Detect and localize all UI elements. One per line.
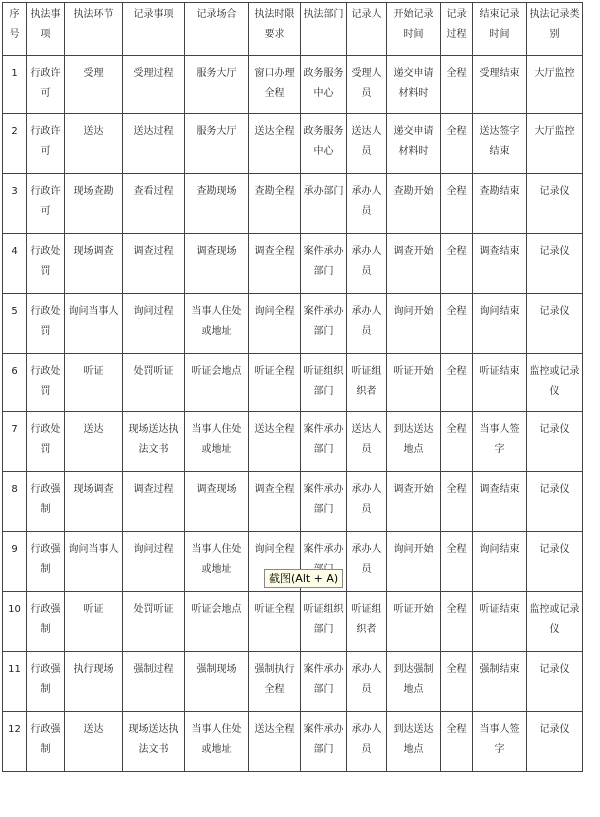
table-cell: 承办人员 [347, 294, 387, 354]
table-cell: 送达全程 [249, 412, 301, 472]
column-header: 记录人 [347, 3, 387, 56]
column-header: 开始记录时间 [387, 3, 441, 56]
column-header: 执法事项 [27, 3, 65, 56]
column-header: 执法时限要求 [249, 3, 301, 56]
table-row [3, 294, 583, 354]
table-cell: 记录仪 [527, 652, 583, 712]
table-cell: 查勘现场 [185, 174, 249, 234]
table-cell: 承办部门 [301, 174, 347, 234]
table-cell: 全程 [441, 354, 473, 412]
table-cell: 10 [3, 592, 27, 652]
table-cell: 调查全程 [249, 234, 301, 294]
table-cell: 记录仪 [527, 412, 583, 472]
table-cell: 2 [3, 114, 27, 174]
table-row [3, 114, 583, 174]
table-cell: 处罚听证 [123, 592, 185, 652]
table-cell: 查看过程 [123, 174, 185, 234]
table-row [3, 56, 583, 114]
table-cell: 受理过程 [123, 56, 185, 114]
table-cell: 受理 [65, 56, 123, 114]
table-cell: 当事人签字 [473, 412, 527, 472]
table-cell: 行政处罚 [27, 294, 65, 354]
table-cell: 询问结束 [473, 532, 527, 592]
table-cell: 记录仪 [527, 174, 583, 234]
table-cell: 现场调查 [65, 234, 123, 294]
table-cell: 询问结束 [473, 294, 527, 354]
table-cell: 询问当事人 [65, 294, 123, 354]
table-cell: 行政许可 [27, 174, 65, 234]
table-row [3, 652, 583, 712]
table-cell: 6 [3, 354, 27, 412]
table-cell: 案件承办部门 [301, 412, 347, 472]
table-cell: 询问开始 [387, 532, 441, 592]
table-cell: 询问全程 [249, 532, 301, 592]
table-cell: 服务大厅 [185, 56, 249, 114]
table-cell: 到达强制地点 [387, 652, 441, 712]
table-cell: 案件承办部门 [301, 652, 347, 712]
table-cell: 12 [3, 712, 27, 772]
column-header: 序号 [3, 3, 27, 56]
table-cell: 送达过程 [123, 114, 185, 174]
column-header: 记录场合 [185, 3, 249, 56]
table-cell: 记录仪 [527, 472, 583, 532]
table-cell: 听证组织部门 [301, 354, 347, 412]
table-cell: 调查结束 [473, 234, 527, 294]
table-cell: 承办人员 [347, 652, 387, 712]
table-cell: 强制过程 [123, 652, 185, 712]
table-row [3, 234, 583, 294]
table-cell: 送达 [65, 114, 123, 174]
table-row [3, 712, 583, 772]
table-cell: 案件承办部门 [301, 472, 347, 532]
table-cell: 询问开始 [387, 294, 441, 354]
table-cell: 行政许可 [27, 114, 65, 174]
table-cell: 全程 [441, 294, 473, 354]
column-header: 记录事项 [123, 3, 185, 56]
table-cell: 全程 [441, 712, 473, 772]
table-cell: 当事人住处或地址 [185, 412, 249, 472]
table-cell: 听证组织者 [347, 592, 387, 652]
table-cell: 送达 [65, 712, 123, 772]
table-cell: 到达送达地点 [387, 412, 441, 472]
table-cell: 7 [3, 412, 27, 472]
table-cell: 调查开始 [387, 472, 441, 532]
table-cell: 行政处罚 [27, 234, 65, 294]
table-cell: 案件承办部门 [301, 294, 347, 354]
table-row [3, 412, 583, 472]
table-cell: 4 [3, 234, 27, 294]
table-cell: 行政强制 [27, 652, 65, 712]
table-cell: 服务大厅 [185, 114, 249, 174]
table-cell: 受理人员 [347, 56, 387, 114]
table-cell: 现场送达执法文书 [123, 412, 185, 472]
table-cell: 11 [3, 652, 27, 712]
table-cell: 听证组织部门 [301, 592, 347, 652]
table-cell: 强制结束 [473, 652, 527, 712]
table-cell: 承办人员 [347, 472, 387, 532]
table-cell: 政务服务中心 [301, 114, 347, 174]
table-cell: 行政强制 [27, 472, 65, 532]
table-cell: 窗口办理全程 [249, 56, 301, 114]
table-cell: 监控或记录仪 [527, 354, 583, 412]
table-cell: 承办人员 [347, 712, 387, 772]
table-cell: 当事人住处或地址 [185, 712, 249, 772]
table-cell: 当事人住处或地址 [185, 532, 249, 592]
table-cell: 全程 [441, 114, 473, 174]
table-row [3, 592, 583, 652]
column-header: 结束记录时间 [473, 3, 527, 56]
table-cell: 政务服务中心 [301, 56, 347, 114]
table-cell: 当事人签字 [473, 712, 527, 772]
table-cell: 听证结束 [473, 592, 527, 652]
table-cell: 听证全程 [249, 592, 301, 652]
table-cell: 案件承办部门 [301, 712, 347, 772]
table-cell: 送达全程 [249, 114, 301, 174]
table-cell: 现场送达执法文书 [123, 712, 185, 772]
table-cell: 调查结束 [473, 472, 527, 532]
table-cell: 递交申请材料时 [387, 56, 441, 114]
table-cell: 3 [3, 174, 27, 234]
table-cell: 记录仪 [527, 234, 583, 294]
law-enforcement-record-table [2, 2, 583, 772]
table-cell: 到达送达地点 [387, 712, 441, 772]
table-cell: 送达 [65, 412, 123, 472]
table-cell: 记录仪 [527, 532, 583, 592]
table-cell: 9 [3, 532, 27, 592]
table-cell: 全程 [441, 56, 473, 114]
table-cell: 记录仪 [527, 712, 583, 772]
table-cell: 承办人员 [347, 532, 387, 592]
table-header-row [3, 3, 583, 56]
table-row [3, 472, 583, 532]
table-cell: 全程 [441, 532, 473, 592]
screenshot-tooltip: 截图(Alt + A) [264, 569, 343, 588]
table-cell: 记录仪 [527, 294, 583, 354]
table-cell: 行政许可 [27, 56, 65, 114]
table-cell: 大厅监控 [527, 114, 583, 174]
table-cell: 送达人员 [347, 412, 387, 472]
table-cell: 行政强制 [27, 712, 65, 772]
table-cell: 执行现场 [65, 652, 123, 712]
table-cell: 送达全程 [249, 712, 301, 772]
table-cell: 听证全程 [249, 354, 301, 412]
table-cell: 强制执行全程 [249, 652, 301, 712]
table-cell: 听证开始 [387, 354, 441, 412]
table-cell: 当事人住处或地址 [185, 294, 249, 354]
table-cell: 调查现场 [185, 234, 249, 294]
table-cell: 监控或记录仪 [527, 592, 583, 652]
table-cell: 调查全程 [249, 472, 301, 532]
table-cell: 受理结束 [473, 56, 527, 114]
column-header: 记录过程 [441, 3, 473, 56]
table-cell: 现场查勘 [65, 174, 123, 234]
column-header: 执法记录类别 [527, 3, 583, 56]
table-cell: 调查过程 [123, 234, 185, 294]
table-cell: 调查开始 [387, 234, 441, 294]
table-cell: 1 [3, 56, 27, 114]
table-cell: 递交申请材料时 [387, 114, 441, 174]
table-cell: 强制现场 [185, 652, 249, 712]
table-body [3, 56, 583, 772]
table-cell: 听证开始 [387, 592, 441, 652]
table-cell: 查勘结束 [473, 174, 527, 234]
table-cell: 全程 [441, 174, 473, 234]
table-cell: 询问全程 [249, 294, 301, 354]
table-cell: 查勘开始 [387, 174, 441, 234]
table-cell: 听证组织者 [347, 354, 387, 412]
table-cell: 全程 [441, 234, 473, 294]
table-cell: 询问过程 [123, 294, 185, 354]
table-cell: 询问过程 [123, 532, 185, 592]
table-cell: 8 [3, 472, 27, 532]
table-cell: 调查过程 [123, 472, 185, 532]
table-cell: 询问当事人 [65, 532, 123, 592]
table-cell: 送达签字结束 [473, 114, 527, 174]
table-cell: 调查现场 [185, 472, 249, 532]
table-cell: 听证 [65, 354, 123, 412]
table-cell: 全程 [441, 412, 473, 472]
table-cell: 处罚听证 [123, 354, 185, 412]
table-cell: 听证会地点 [185, 354, 249, 412]
table-cell: 行政强制 [27, 592, 65, 652]
table-cell: 承办人员 [347, 234, 387, 294]
table-cell: 案件承办部门 [301, 234, 347, 294]
column-header: 执法环节 [65, 3, 123, 56]
table-cell: 承办人员 [347, 174, 387, 234]
table-row [3, 354, 583, 412]
table-cell: 5 [3, 294, 27, 354]
table-cell: 大厅监控 [527, 56, 583, 114]
table-cell: 查勘全程 [249, 174, 301, 234]
column-header: 执法部门 [301, 3, 347, 56]
table-cell: 听证结束 [473, 354, 527, 412]
table-row [3, 174, 583, 234]
table-cell: 现场调查 [65, 472, 123, 532]
table-cell: 行政强制 [27, 532, 65, 592]
table-cell: 案件承办 [301, 532, 347, 592]
table-cell: 行政处罚 [27, 412, 65, 472]
table-cell: 全程 [441, 592, 473, 652]
table-cell: 听证会地点 [185, 592, 249, 652]
table-cell: 全程 [441, 472, 473, 532]
table-cell: 听证 [65, 592, 123, 652]
table-cell: 行政处罚 [27, 354, 65, 412]
table-cell: 送达人员 [347, 114, 387, 174]
table-cell: 全程 [441, 652, 473, 712]
